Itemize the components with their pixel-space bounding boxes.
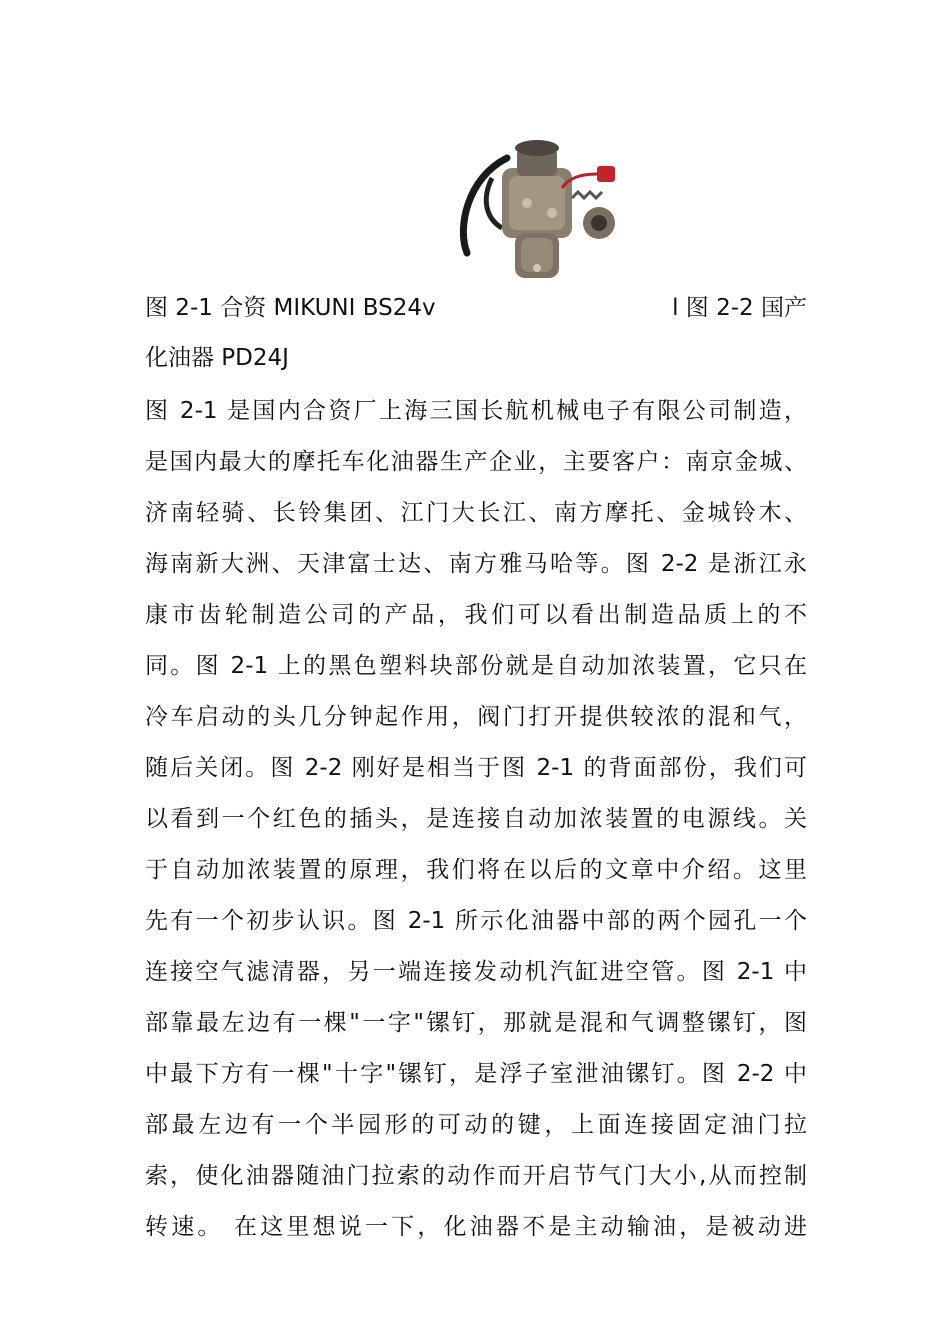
paragraph-line: 部靠最左边有一棵"一字"镙钉，那就是混和气调整镙钉，图 [145,1009,807,1036]
paragraph-line: 图 2-1 是国内合资厂上海三国长航机械电子有限公司制造， [145,398,807,424]
paragraph-line: 索，使化油器随油门拉索的动作而开启节气门大小,从而控制 [145,1162,807,1189]
paragraph-line: 海南新大洲、天津富士达、南方雅马哈等。图 2-2 是浙江永 [145,550,807,577]
carburetor-photo [447,118,633,304]
paragraph-line: 连接空气滤清器，另一端连接发动机汽缸进空管。图 2-1 中 [145,958,807,985]
figure-caption-line-2: 化油器 PD24J [145,345,289,371]
caption-left: 图 2-1 合资 MIKUNI BS24v [145,295,436,321]
paragraph-line: 康市齿轮制造公司的产品，我们可以看出制造品质上的不 [145,601,807,628]
body-paragraph [145,392,807,1259]
paragraph-line: 于自动加浓装置的原理，我们将在以后的文章中介绍。这里 [145,856,807,883]
caption-right: l 图 2-2 国产 [672,295,807,321]
paragraph-line: 济南轻骑、长铃集团、江门大长江、南方摩托、金城铃木、 [145,499,807,526]
paragraph-line: 以看到一个红色的插头，是连接自动加浓装置的电源线。关 [145,805,807,832]
paragraph-line: 中最下方有一棵"十字"镙钉，是浮子室泄油镙钉。图 2-2 中 [145,1060,807,1087]
figure-caption-line-1 [145,293,807,323]
paragraph-line: 转速。 在这里想说一下，化油器不是主动输油，是被动进 [145,1213,807,1240]
paragraph-line: 是国内最大的摩托车化油器生产企业，主要客户：南京金城、 [145,448,807,475]
paragraph-line: 先有一个初步认识。图 2-1 所示化油器中部的两个园孔一个 [145,907,807,934]
paragraph-line: 同。图 2-1 上的黑色塑料块部份就是自动加浓装置，它只在 [145,652,807,679]
paragraph-line: 冷车启动的头几分钟起作用，阀门打开提供较浓的混和气， [145,703,807,730]
paragraph-line: 部最左边有一个半园形的可动的键，上面连接固定油门拉 [145,1111,807,1138]
paragraph-line: 随后关闭。图 2-2 刚好是相当于图 2-1 的背面部份，我们可 [145,754,807,781]
